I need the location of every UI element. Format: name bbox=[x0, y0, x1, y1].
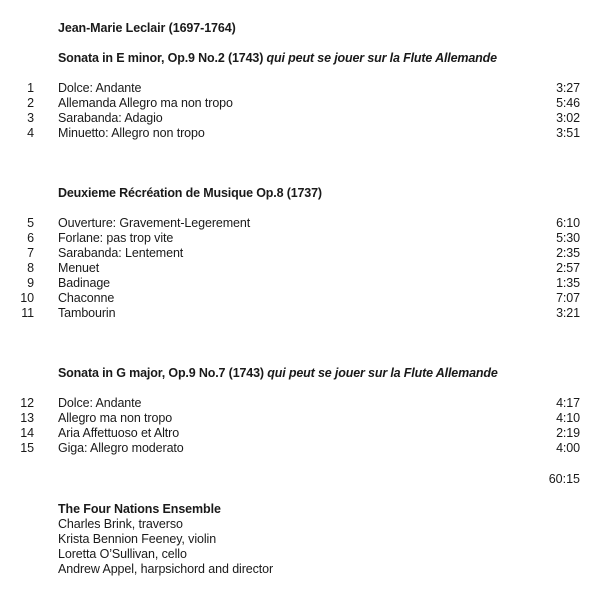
composer-heading: Jean-Marie Leclair (1697-1764) bbox=[58, 21, 236, 35]
performer: Andrew Appel, harpsichord and director bbox=[58, 562, 274, 576]
track-number: 6 bbox=[27, 231, 34, 245]
track-number: 2 bbox=[27, 96, 34, 110]
performer: Charles Brink, traverso bbox=[58, 517, 183, 531]
work-title-text: Deuxieme Récréation de Musique Op.8 (1737) bbox=[58, 186, 322, 200]
work-title bbox=[58, 186, 322, 200]
track-name: Aria Affettuoso et Altro bbox=[58, 426, 180, 440]
track-name: Menuet bbox=[58, 261, 100, 275]
track-name: Ouverture: Gravement-Legerement bbox=[58, 216, 251, 230]
track-number: 10 bbox=[20, 291, 34, 305]
track-name: Tambourin bbox=[58, 306, 116, 320]
ensemble-name: The Four Nations Ensemble bbox=[58, 502, 221, 516]
track-row bbox=[0, 111, 600, 126]
track-duration: 7:07 bbox=[556, 291, 580, 305]
track-name: Minuetto: Allegro non tropo bbox=[58, 126, 205, 140]
track-row bbox=[0, 96, 600, 111]
track-name: Sarabanda: Adagio bbox=[58, 111, 163, 125]
track-number: 7 bbox=[27, 246, 34, 260]
track-name: Dolce: Andante bbox=[58, 81, 142, 95]
track-row bbox=[0, 126, 600, 141]
performer: Loretta O’Sullivan, cello bbox=[58, 547, 187, 561]
track-row bbox=[0, 306, 600, 321]
track-name: Chaconne bbox=[58, 291, 115, 305]
track-duration: 5:30 bbox=[556, 231, 580, 245]
track-duration: 2:19 bbox=[556, 426, 580, 440]
track-number: 13 bbox=[20, 411, 34, 425]
work-title-text: Sonata in E minor, Op.9 No.2 (1743) bbox=[58, 51, 264, 65]
work-subtitle: qui peut se jouer sur la Flute Allemande bbox=[266, 51, 497, 65]
track-number: 11 bbox=[21, 306, 34, 320]
track-number: 9 bbox=[27, 276, 34, 290]
track-row bbox=[0, 396, 600, 411]
track-number: 15 bbox=[20, 441, 34, 455]
track-row bbox=[0, 291, 600, 306]
track-duration: 3:51 bbox=[556, 126, 580, 140]
track-duration: 4:17 bbox=[556, 396, 580, 410]
track-number: 5 bbox=[27, 216, 34, 230]
track-row bbox=[0, 426, 600, 441]
track-duration: 2:35 bbox=[556, 246, 580, 260]
track-name: Forlane: pas trop vite bbox=[58, 231, 174, 245]
track-row bbox=[0, 411, 600, 426]
total-duration: 60:15 bbox=[548, 472, 580, 486]
track-row bbox=[0, 231, 600, 246]
track-name: Allegro ma non tropo bbox=[58, 411, 173, 425]
track-number: 3 bbox=[27, 111, 34, 125]
track-number: 1 bbox=[27, 81, 34, 95]
track-row bbox=[0, 441, 600, 456]
performer: Krista Bennion Feeney, violin bbox=[58, 532, 217, 546]
track-duration: 5:46 bbox=[556, 96, 580, 110]
track-duration: 3:02 bbox=[556, 111, 580, 125]
track-duration: 4:00 bbox=[556, 441, 580, 455]
track-duration: 4:10 bbox=[556, 411, 580, 425]
track-row bbox=[0, 216, 600, 231]
track-number: 4 bbox=[27, 126, 34, 140]
track-row bbox=[0, 276, 600, 291]
track-duration: 3:27 bbox=[556, 81, 580, 95]
track-name: Allemanda Allegro ma non tropo bbox=[58, 96, 233, 110]
track-name: Giga: Allegro moderato bbox=[58, 441, 184, 455]
track-duration: 6:10 bbox=[556, 216, 580, 230]
track-duration: 2:57 bbox=[556, 261, 580, 275]
track-number: 12 bbox=[20, 396, 34, 410]
work-title-text: Sonata in G major, Op.9 No.7 (1743) bbox=[58, 366, 264, 380]
track-name: Dolce: Andante bbox=[58, 396, 142, 410]
track-name: Sarabanda: Lentement bbox=[58, 246, 184, 260]
track-row bbox=[0, 261, 600, 276]
work-title bbox=[58, 51, 497, 65]
track-row bbox=[0, 246, 600, 261]
work-subtitle: qui peut se jouer sur la Flute Allemande bbox=[267, 366, 498, 380]
track-duration: 1:35 bbox=[556, 276, 580, 290]
track-number: 14 bbox=[20, 426, 34, 440]
track-number: 8 bbox=[27, 261, 34, 275]
track-duration: 3:21 bbox=[556, 306, 580, 320]
track-name: Badinage bbox=[58, 276, 111, 290]
track-row bbox=[0, 81, 600, 96]
work-title bbox=[58, 366, 498, 380]
